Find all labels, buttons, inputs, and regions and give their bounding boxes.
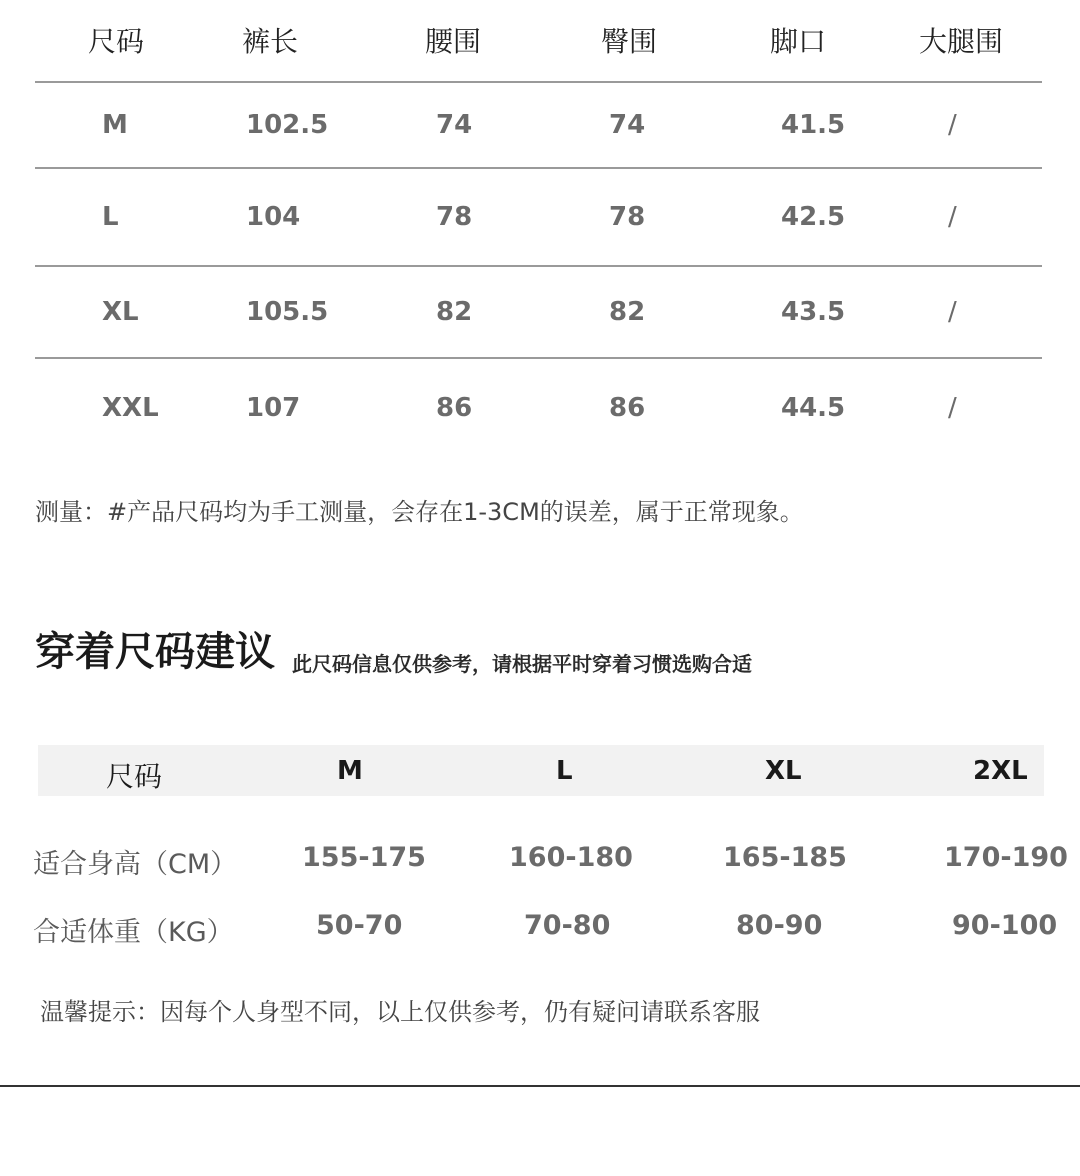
suggestion-title: 穿着尺码建议 (35, 629, 275, 675)
row-pants-length: 102.5 (246, 110, 329, 140)
row-size: L (102, 202, 119, 232)
row-size: XXL (102, 393, 159, 423)
row-thigh: / (948, 202, 957, 232)
table-row (35, 169, 1042, 267)
row-waist: 86 (436, 393, 473, 423)
row-thigh: / (948, 297, 957, 327)
size-table (35, 0, 1042, 457)
row-size: XL (102, 297, 139, 327)
suggestion-weight-row (0, 910, 1080, 950)
row-pants-length: 104 (246, 202, 301, 232)
table-row (35, 83, 1042, 169)
height-2xl: 170-190 (944, 842, 1068, 873)
header-waist: 腰围 (425, 25, 482, 58)
height-row-label: 适合身高（CM） (33, 849, 238, 880)
row-pants-length: 107 (246, 393, 301, 423)
weight-2xl: 90-100 (952, 910, 1058, 941)
row-leg-opening: 42.5 (781, 202, 846, 232)
row-thigh: / (948, 393, 957, 423)
row-pants-length: 105.5 (246, 297, 329, 327)
row-hip: 86 (609, 393, 646, 423)
header-pants-length: 裤长 (242, 25, 299, 58)
row-leg-opening: 41.5 (781, 110, 846, 140)
weight-row-label: 合适体重（KG） (33, 917, 234, 948)
header-leg-opening: 脚口 (770, 25, 827, 58)
suggestion-header-xl: XL (765, 755, 802, 786)
header-hip: 臀围 (601, 25, 658, 58)
row-hip: 74 (609, 110, 646, 140)
row-waist: 74 (436, 110, 473, 140)
header-thigh: 大腿围 (919, 25, 1004, 58)
row-leg-opening: 44.5 (781, 393, 846, 423)
suggestion-header-m: M (337, 755, 363, 786)
suggestion-header-size: 尺码 (106, 759, 163, 793)
table-row (35, 267, 1042, 359)
row-thigh: / (948, 110, 957, 140)
suggestion-header-2xl: 2XL (973, 755, 1028, 786)
header-size: 尺码 (88, 25, 145, 58)
height-l: 160-180 (509, 842, 633, 873)
measurement-note: 测量：#产品尺码均为手工测量，会存在1-3CM的误差，属于正常现象。 (35, 498, 804, 526)
row-size: M (102, 110, 128, 140)
row-waist: 82 (436, 297, 473, 327)
row-waist: 78 (436, 202, 473, 232)
tip-note: 温馨提示：因每个人身型不同，以上仅供参考，仍有疑问请联系客服 (40, 998, 760, 1026)
table-row (35, 359, 1042, 457)
suggestion-header-l: L (556, 755, 573, 786)
height-m: 155-175 (302, 842, 426, 873)
row-hip: 82 (609, 297, 646, 327)
row-hip: 78 (609, 202, 646, 232)
height-xl: 165-185 (723, 842, 847, 873)
suggestion-subtitle: 此尺码信息仅供参考，请根据平时穿着习惯选购合适 (292, 652, 752, 676)
row-leg-opening: 43.5 (781, 297, 846, 327)
weight-xl: 80-90 (736, 910, 823, 941)
bottom-divider (0, 1085, 1080, 1087)
size-table-header (35, 0, 1042, 83)
suggestion-height-row (0, 842, 1080, 882)
suggestion-table-header (38, 745, 1044, 796)
weight-m: 50-70 (316, 910, 403, 941)
weight-l: 70-80 (524, 910, 611, 941)
